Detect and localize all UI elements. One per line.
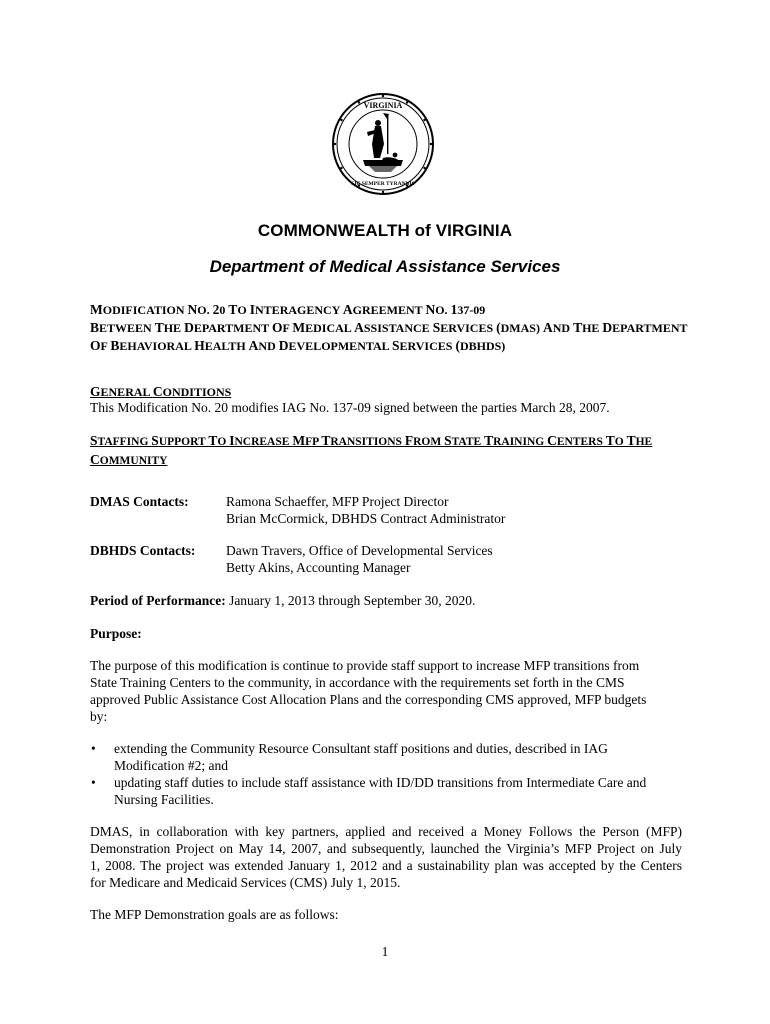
modification-line-2: BETWEEN THE DEPARTMENT OF MEDICAL ASSISTANCE SERVICES (DMAS) AND THE DEPARTMENT — [90, 320, 688, 335]
modification-line-3: OF BEHAVIORAL HEALTH AND DEVELOPMENTAL SERVICES (DBHDS) — [90, 338, 506, 353]
staffing-heading-line-2: COMMUNITY — [90, 452, 168, 467]
dmas-paragraph — [90, 823, 682, 891]
purpose-line-3: approved Public Assistance Cost Allocation Plans and the corresponding CMS approved, MFP budgets — [90, 692, 647, 707]
dmas-paragraph-line-3: 1, 2008. The project was extended January 1, 2012 and a sustainability plan was accepted by the Centers — [90, 858, 682, 873]
purpose-label: Purpose: — [90, 626, 142, 641]
dmas-contact-2: Brian McCormick, DBHDS Contract Administrator — [226, 511, 506, 526]
modification-line-1: MODIFICATION NO. 20 TO INTERAGENCY AGREEMENT NO. 137-09 — [90, 302, 486, 317]
list-item: • updating staff duties to include staff assistance with ID/DD transitions from Intermediate Care and Nursing Facilities. — [91, 775, 647, 807]
list-item: • extending the Community Resource Consultant staff positions and duties, described in IAG Modification #2; and — [91, 741, 608, 773]
purpose-paragraph — [90, 657, 682, 725]
virginia-seal-logo — [331, 92, 435, 196]
modification-heading — [90, 301, 690, 355]
svg-text:SIC SEMPER TYRANNIS: SIC SEMPER TYRANNIS — [351, 181, 415, 187]
purpose-line-2: State Training Centers to the community, in accordance with the requirements set forth in the CMS — [90, 675, 625, 690]
dmas-paragraph-line-4: for Medicare and Medicaid Services (CMS) July 1, 2015. — [90, 875, 401, 890]
dbhds-contact-1: Dawn Travers, Office of Developmental Services — [226, 543, 493, 558]
period-value: January 1, 2013 through September 30, 2020. — [229, 593, 476, 608]
staffing-heading — [90, 432, 680, 470]
seal-lettering: VIRGINIA — [363, 101, 403, 110]
general-conditions-heading: GENERAL CONDITIONS — [90, 384, 232, 399]
bullet-icon: • — [91, 741, 96, 756]
dmas-contacts-label: DMAS Contacts: — [90, 494, 189, 509]
page-number: 1 — [381, 944, 389, 959]
dmas-paragraph-line-1: DMAS, in collaboration with key partners, applied and received a Money Follows the Person (MFP) — [90, 824, 682, 839]
staffing-heading-line-1: STAFFING SUPPORT TO INCREASE MFP TRANSITIONS FROM STATE TRAINING CENTERS TO THE — [90, 433, 653, 448]
bullet-icon: • — [91, 775, 96, 790]
page-subtitle: Department of Medical Assistance Services — [209, 257, 561, 276]
dbhds-contact-2: Betty Akins, Accounting Manager — [226, 560, 411, 575]
dmas-contact-1: Ramona Schaeffer, MFP Project Director — [226, 494, 449, 509]
goals-intro: The MFP Demonstration goals are as follows: — [90, 907, 339, 922]
period-of-performance — [90, 592, 475, 609]
dbhds-contacts-label: DBHDS Contacts: — [90, 543, 196, 558]
general-conditions-body: This Modification No. 20 modifies IAG No. 137-09 signed between the parties March 28, 2007. — [90, 400, 610, 415]
period-label: Period of Performance: — [90, 593, 226, 608]
page-title: COMMONWEALTH of VIRGINIA — [257, 221, 513, 240]
purpose-line-1: The purpose of this modification is continue to provide staff support to increase MFP transitions from — [90, 658, 640, 673]
purpose-line-4: by: — [90, 709, 108, 724]
dbhds-contacts-list — [226, 542, 493, 576]
dmas-contacts-list — [226, 493, 505, 527]
purpose-bullets — [90, 740, 690, 808]
dmas-paragraph-line-2: Demonstration Project on May 14, 2007, and subsequently, launched the Virginia’s MFP Project on July — [90, 841, 682, 856]
